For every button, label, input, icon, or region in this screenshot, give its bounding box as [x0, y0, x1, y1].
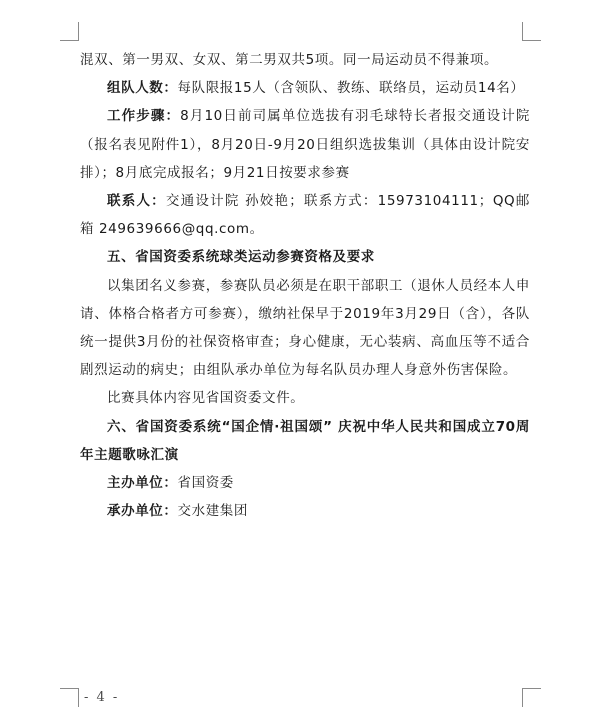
page-corner-mark-top-left — [60, 22, 79, 41]
paragraph-eligibility — [80, 272, 530, 385]
field-label: 主办单位： — [107, 475, 178, 492]
paragraph-text: 以集团名义参赛，参赛队员必须是在职干部职工（退休人员经本人申请、体格合格者方可参赛），缴纳社保早于2019年3月29日（含），各队统一提供3月份的社保资格审查；身心健康，无心装病、高血压等不适合剧烈运动的病史；由组队承办单位为每名队员办理人身意外伤害保险。 — [80, 277, 530, 379]
page-corner-mark-bottom-left — [60, 688, 79, 707]
page-number: - 4 - — [84, 690, 120, 705]
page-corner-mark-bottom-right — [522, 688, 541, 707]
document-body — [80, 46, 530, 525]
page-corner-mark-top-right — [522, 22, 541, 41]
paragraph-text: 混双、第一男双、女双、第二男双共5项。同一局运动员不得兼项。 — [80, 52, 499, 68]
field-value: 交通设计院 孙姣艳；联系方式：15973104111；QQ邮箱 249639666@qq.com。 — [80, 193, 530, 238]
paragraph-contact — [80, 187, 530, 243]
paragraph-host — [80, 497, 530, 525]
field-label: 联系人： — [107, 193, 166, 210]
field-value: 省国资委 — [177, 475, 234, 492]
paragraph-team-size — [80, 74, 530, 102]
paragraph-text: 比赛具体内容见省国资委文件。 — [107, 390, 305, 407]
field-label: 组队人数： — [107, 80, 178, 97]
paragraph-events-continued — [80, 46, 530, 74]
field-value: 交水建集团 — [177, 503, 248, 520]
paragraph-see-documents — [80, 384, 530, 412]
paragraph-organizer — [80, 469, 530, 497]
section-heading-six: 六、省国资委系统“国企情·祖国颂” 庆祝中华人民共和国成立70周年主题歌咏汇演 — [80, 418, 530, 463]
paragraph-work-steps — [80, 102, 530, 187]
field-label: 承办单位： — [107, 503, 178, 520]
section-heading-five: 五、省国资委系统球类运动参赛资格及要求 — [107, 249, 375, 266]
field-value: 每队限报15人（含领队、教练、联络员，运动员14名） — [177, 80, 525, 97]
field-label: 工作步骤： — [107, 108, 181, 125]
field-value: 8月10日前司属单位选拔有羽毛球特长者报交通设计院（报名表见附件1），8月20日-9月20日组织选拔集训（具体由设计院安排）；8月底完成报名；9月21日按要求参赛 — [80, 108, 530, 181]
